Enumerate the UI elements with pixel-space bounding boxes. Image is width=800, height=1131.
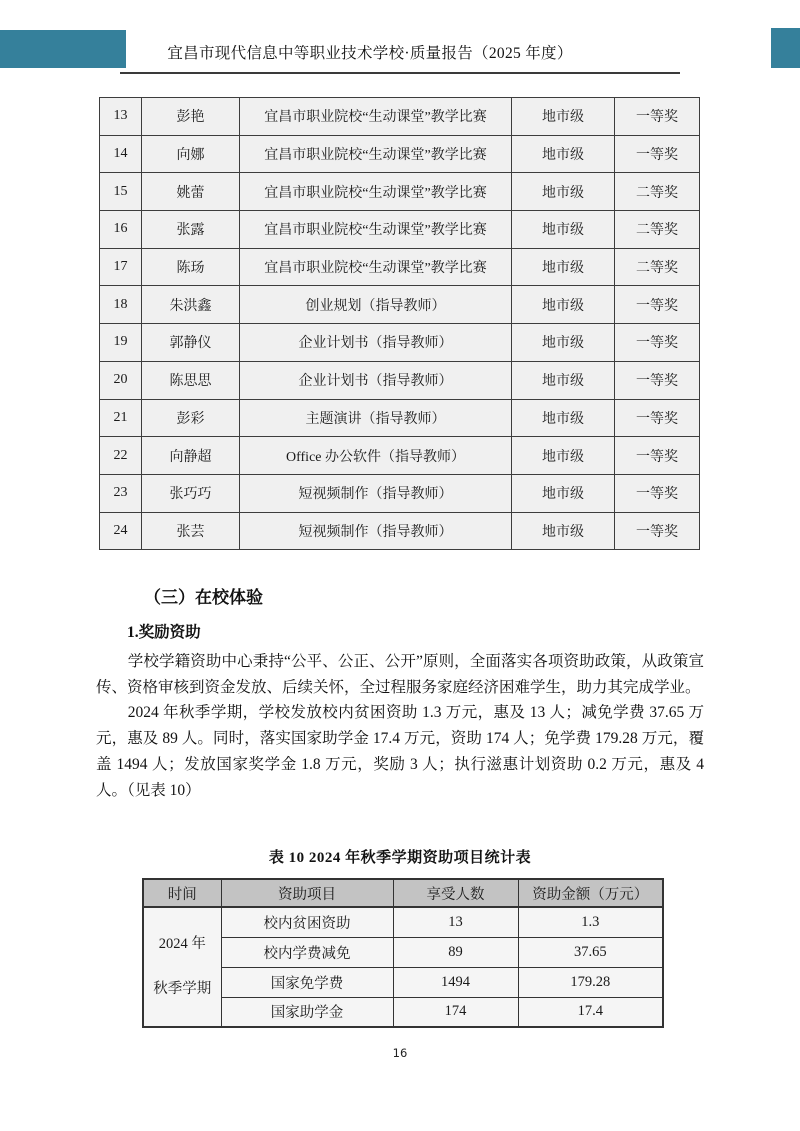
cell-item: 宜昌市职业院校“生动课堂”教学比赛: [240, 173, 512, 211]
cell-award: 一等奖: [615, 324, 700, 362]
cell-item: 宜昌市职业院校“生动课堂”教学比赛: [240, 211, 512, 249]
cell-no: 20: [100, 361, 142, 399]
cell-name: 彭彩: [142, 399, 240, 437]
cell-item: 宜昌市职业院校“生动课堂”教学比赛: [240, 98, 512, 136]
cell-no: 15: [100, 173, 142, 211]
cell-level: 地市级: [512, 361, 615, 399]
awards-row: [100, 361, 700, 399]
awards-row: [100, 286, 700, 324]
cell-no: 13: [100, 98, 142, 136]
aid-row: [143, 997, 663, 1027]
cell-name: 张芸: [142, 512, 240, 550]
cell-no: 22: [100, 437, 142, 475]
cell-no: 14: [100, 135, 142, 173]
awards-row: [100, 248, 700, 286]
awards-row: [100, 173, 700, 211]
cell-level: 地市级: [512, 324, 615, 362]
cell-level: 地市级: [512, 474, 615, 512]
cell-name: 姚蕾: [142, 173, 240, 211]
cell-aid-item: 校内贫困资助: [221, 907, 393, 937]
cell-aid-count: 13: [393, 907, 518, 937]
awards-row: [100, 437, 700, 475]
cell-aid-item: 国家助学金: [221, 997, 393, 1027]
cell-no: 23: [100, 474, 142, 512]
cell-no: 19: [100, 324, 142, 362]
cell-award: 一等奖: [615, 98, 700, 136]
cell-award: 一等奖: [615, 437, 700, 475]
cell-item: 短视频制作（指导教师）: [240, 512, 512, 550]
cell-item: 主题演讲（指导教师）: [240, 399, 512, 437]
aid-row: [143, 937, 663, 967]
awards-row: [100, 512, 700, 550]
awards-table: [99, 97, 700, 550]
cell-level: 地市级: [512, 211, 615, 249]
awards-row: [100, 399, 700, 437]
cell-name: 向娜: [142, 135, 240, 173]
col-header-count: 享受人数: [393, 879, 518, 907]
cell-time-merged: [143, 907, 221, 1027]
cell-award: 一等奖: [615, 135, 700, 173]
cell-item: 宜昌市职业院校“生动课堂”教学比赛: [240, 135, 512, 173]
cell-award: 一等奖: [615, 361, 700, 399]
cell-name: 张露: [142, 211, 240, 249]
cell-item: 短视频制作（指导教师）: [240, 474, 512, 512]
paragraph-policy: 学校学籍资助中心秉持“公平、公正、公开”原则，全面落实各项资助政策，从政策宣传、资格审核到资金发放、后续关怀，全过程服务家庭经济困难学生，助力其完成学业。: [96, 653, 704, 696]
paragraph-statistics: 2024 年秋季学期，学校发放校内贫困资助 1.3 万元，惠及 13 人；减免学费 37.65 万元，惠及 89 人。同时，落实国家助学金 17.4 万元，资助 174 人；免学费 179.28 万元，覆盖 1494 人；发放国家奖学金 1.8 万元，奖励 3 人；执行滋惠计划资助 0.2 万元，惠及 4 人。（见表 10）: [96, 704, 704, 799]
cell-name: 陈玚: [142, 248, 240, 286]
cell-level: 地市级: [512, 135, 615, 173]
header-title: 宜昌市现代信息中等职业技术学校·质量报告（2025 年度）: [167, 45, 573, 62]
cell-item: 企业计划书（指导教师）: [240, 324, 512, 362]
cell-level: 地市级: [512, 512, 615, 550]
cell-name: 郭静仪: [142, 324, 240, 362]
awards-row: [100, 98, 700, 136]
cell-aid-item: 国家免学费: [221, 967, 393, 997]
cell-item: 企业计划书（指导教师）: [240, 361, 512, 399]
cell-no: 16: [100, 211, 142, 249]
time-line1: 2024 年: [158, 936, 206, 952]
cell-no: 17: [100, 248, 142, 286]
cell-item: Office 办公软件（指导教师）: [240, 437, 512, 475]
cell-level: 地市级: [512, 173, 615, 211]
cell-name: 向静超: [142, 437, 240, 475]
awards-row: [100, 135, 700, 173]
cell-level: 地市级: [512, 437, 615, 475]
cell-award: 二等奖: [615, 211, 700, 249]
awards-row: [100, 211, 700, 249]
cell-award: 一等奖: [615, 399, 700, 437]
cell-aid-count: 174: [393, 997, 518, 1027]
aid-header-row: [143, 879, 663, 907]
cell-aid-amount: 17.4: [518, 997, 663, 1027]
subsection-heading: 1.奖励资助: [127, 624, 201, 641]
awards-row: [100, 474, 700, 512]
awards-row: [100, 324, 700, 362]
cell-aid-amount: 37.65: [518, 937, 663, 967]
cell-level: 地市级: [512, 286, 615, 324]
cell-name: 彭艳: [142, 98, 240, 136]
cell-name: 朱洪鑫: [142, 286, 240, 324]
cell-no: 18: [100, 286, 142, 324]
col-header-time: 时间: [143, 879, 221, 907]
cell-award: 二等奖: [615, 173, 700, 211]
col-header-item: 资助项目: [221, 879, 393, 907]
cell-item: 创业规划（指导教师）: [240, 286, 512, 324]
cell-aid-count: 1494: [393, 967, 518, 997]
aid-row: [143, 967, 663, 997]
page-number: 16: [392, 1046, 408, 1060]
cell-level: 地市级: [512, 399, 615, 437]
cell-award: 一等奖: [615, 512, 700, 550]
cell-aid-count: 89: [393, 937, 518, 967]
header-accent-bar-right: [771, 28, 800, 68]
cell-item: 宜昌市职业院校“生动课堂”教学比赛: [240, 248, 512, 286]
cell-award: 二等奖: [615, 248, 700, 286]
cell-aid-amount: 1.3: [518, 907, 663, 937]
cell-name: 陈思思: [142, 361, 240, 399]
aid-row: [143, 907, 663, 937]
col-header-amount: 资助金额（万元）: [518, 879, 663, 907]
cell-aid-item: 校内学费减免: [221, 937, 393, 967]
aid-table: [142, 878, 664, 1028]
cell-level: 地市级: [512, 248, 615, 286]
table10-caption: 表 10 2024 年秋季学期资助项目统计表: [268, 850, 532, 866]
time-line2: 秋季学期: [153, 981, 212, 997]
cell-level: 地市级: [512, 98, 615, 136]
cell-name: 张巧巧: [142, 474, 240, 512]
cell-award: 一等奖: [615, 286, 700, 324]
cell-aid-amount: 179.28: [518, 967, 663, 997]
section-heading: （三）在校体验: [144, 588, 263, 607]
header-rule: [120, 72, 680, 74]
body-text: [96, 649, 704, 803]
cell-no: 24: [100, 512, 142, 550]
cell-no: 21: [100, 399, 142, 437]
cell-award: 一等奖: [615, 474, 700, 512]
